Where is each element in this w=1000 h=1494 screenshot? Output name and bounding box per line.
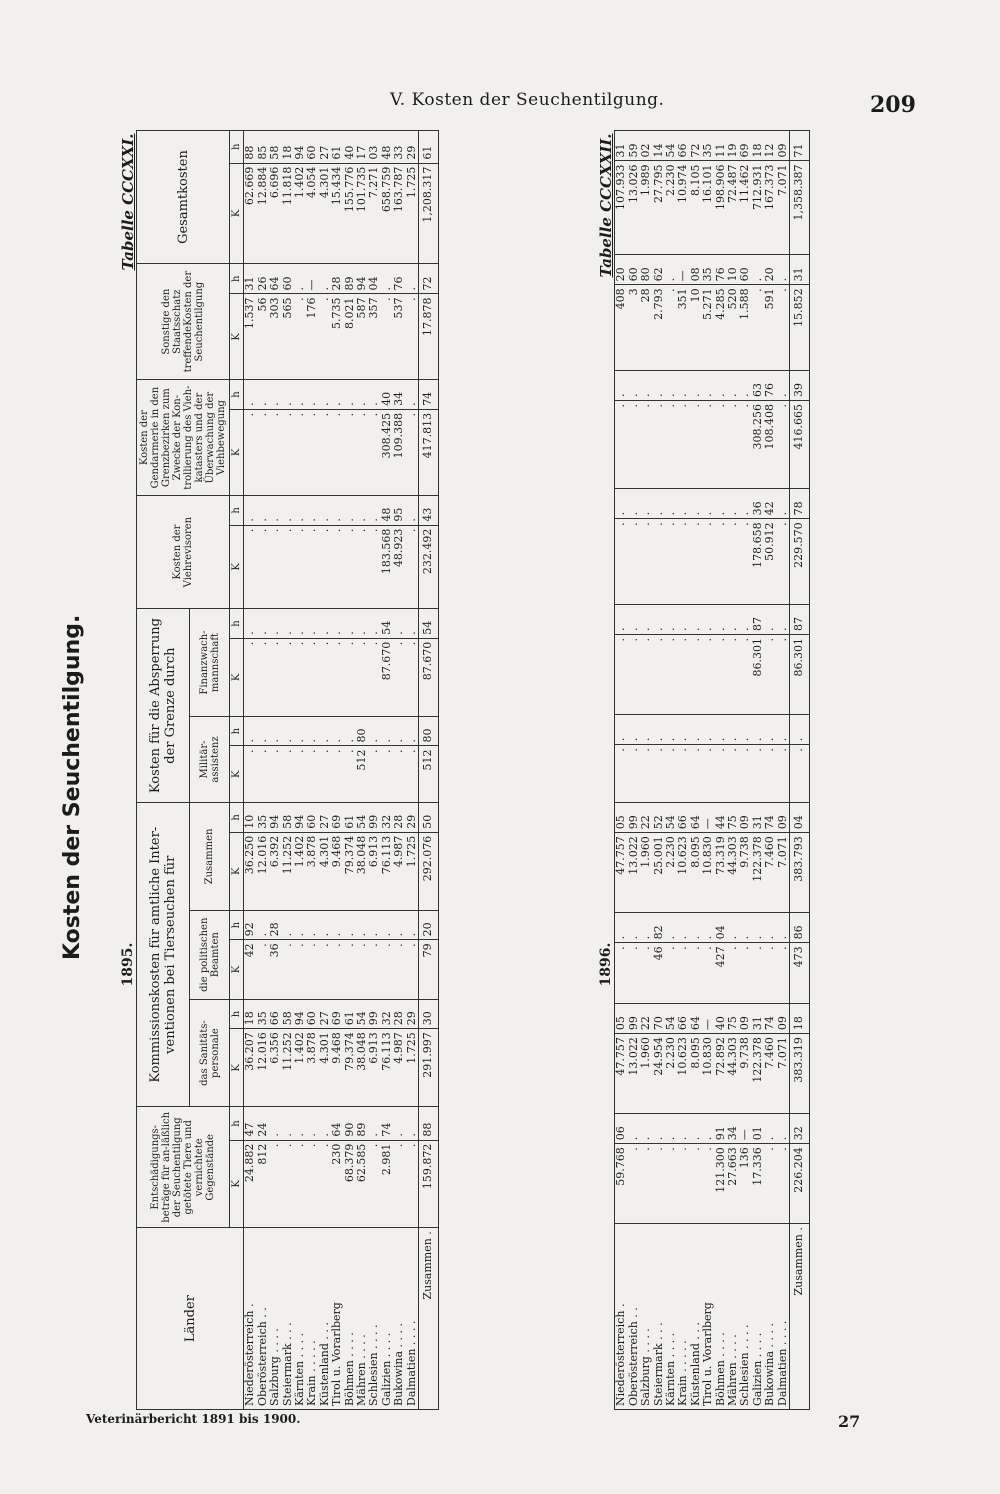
san-k: 36.207 12.016 6.356 11.252 1.402 3.878 4.301 9.468 79.374 38.048 6.913 76.113 4.987 1.725 [244,1029,419,1107]
unit-k: K [230,525,244,609]
col-gendarmerie: Kosten der Gendarmerie in den Grenzbezirken zum Zwecke der Kon-trollierung des Vieh-katasters und der Überwachung der Viehbewegung [137,380,230,496]
ent-k: 59.768 . . . . . . . 121.300 27.663 136 17.336 . . [615,1144,790,1224]
unit-k: K [230,294,244,380]
total-san-h: 18 [790,1003,809,1033]
year-row-1896 [600,131,615,1410]
gen-h: . . . . . . . . . . . 63 76 . [615,370,790,400]
col-finanz: Finanzwach-mannschaft [189,609,230,717]
gen-k: . . . . . . . . . . . 308.256 108.408 . [615,400,790,488]
total-pol-k: 473 [790,943,809,1004]
unit-h: h [230,999,244,1029]
fin-k: . . . . . . . . . . . 86.301 . . [615,634,790,714]
col-zusammen: Zusammen [189,803,230,911]
unit-h: h [230,1107,244,1140]
total-ent-k: 226.204 [790,1144,809,1224]
pol-h: 92 . 28 . . . . . . . . . . . [244,910,419,940]
col-militaer: Militär-assistenz [189,716,230,802]
san-k: 47.757 13.022 1.960 24.954 2.230 10.623 8.095 10.830 72.892 44.303 9.738 122.378 7.460 7.071 [615,1034,790,1114]
unit-k: K [230,409,244,495]
col-sanitaet: das Sanitäts-personale [189,999,230,1107]
ent-h: 47 24 . . . . . 64 90 89 . 74 . . [244,1107,419,1140]
col-absperrung: Kosten für die Absperrung der Grenze durch [137,609,190,803]
unit-h: h [230,264,244,294]
table-body-row [244,131,419,1410]
col-kommission: Kommissionskosten für amtliche Inter-ventionen bei Tierseuchen für [137,803,190,1107]
col-politische: die politischen Beamten [189,910,230,999]
gen-k: . . . . . . . . . . . 308.425 109.388 . [244,409,419,495]
zus-h: 05 99 22 52 54 66 64 — 44 75 09 31 74 09 [615,802,790,832]
unit-h: h [230,803,244,833]
pol-k: . . . 46 . . . . 427 . . . . . [615,943,790,1004]
vie-h: . . . . . . . . . . . 36 42 . [615,489,790,519]
unit-k: K [230,1029,244,1107]
total-ges-k: 1,358.387 [790,161,809,255]
vie-k: . . . . . . . . . . . 183.568 48.923 . [244,525,419,609]
total-label: Zusammen . [419,1228,438,1410]
total-ges-k: 1,208.317 [419,163,438,263]
fin-h: . . . . . . . . . . . 54 . . [244,609,419,639]
ges-h: 88 85 58 18 94 60 27 61 40 17 03 48 33 29 [244,131,419,164]
vie-k: . . . . . . . . . . . 178.658 50.912 . [615,519,790,604]
year-label: 1896. [598,942,614,987]
total-son-k: 17.878 [419,294,438,380]
table-label: Tabelle CCCXXII. [597,133,615,278]
total-san-k: 383.319 [790,1034,809,1114]
total-ges-h: 71 [790,131,809,161]
year-row-1895 [122,131,137,1410]
total-fin-k: 87.670 [419,638,438,716]
fin-k: . . . . . . . . . . . 87.670 . . [244,638,419,716]
table-1896 [597,130,810,1410]
unit-h: h [230,609,244,639]
unit-k: K [230,746,244,803]
total-row [419,131,438,1410]
unit-k: K [230,1140,244,1228]
total-fin-h: 87 [790,604,809,634]
total-son-h: 31 [790,255,809,285]
san-h: 18 35 66 58 94 60 27 69 61 54 99 32 28 29 [244,999,419,1029]
total-vie-h: 43 [419,496,438,526]
total-zus-k: 292.076 [419,832,438,910]
table-1895 [119,130,439,1410]
mil-h: . . . . . . . . . . . . . . [615,714,790,744]
total-vie-k: 232.492 [419,525,438,609]
total-pol-h: 86 [790,913,809,943]
unit-row [230,131,244,1410]
country-list: Niederösterreich . Oberösterreich . . Salzburg . . . . Steiermark . . . Kärnten . . . . Krain . . . . . Küstenland . . . Tirol u. Vorarlberg Böhmen . . . . Mähren . . . . Schlesien . . . . Galizien . . . . Bukowina . . . . Dalmatien . . . . [615,1224,790,1410]
total-fin-h: 54 [419,609,438,639]
ges-h: 31 59 02 14 54 66 72 35 11 19 69 18 12 09 [615,131,790,161]
total-ent-k: 159.872 [419,1140,438,1228]
total-mil-k: . [790,745,809,803]
page-number: 209 [870,92,916,118]
col-lander: Länder [137,1228,244,1410]
total-gen-k: 417.813 [419,409,438,495]
son-k: 1.537 56 303 565 . 176 . 5.735 8.021 587 357 . 537 . [244,294,419,380]
unit-h: h [230,716,244,746]
mil-k: . . . . . . . . . 512 . . . . [244,746,419,803]
total-fin-k: 86.301 [790,634,809,714]
san-h: 05 99 22 70 54 66 64 — 40 75 09 31 74 09 [615,1003,790,1033]
table-label: Tabelle CCCXXI. [119,133,137,271]
total-gen-k: 416.665 [790,400,809,488]
total-san-k: 291.997 [419,1029,438,1107]
total-son-k: 15.852 [790,285,809,370]
country-list: Niederösterreich . Oberösterreich . . Salzburg . . . . Steiermark . . . Kärnten . . . . Krain . . . . . Küstenland . . . Tirol u. Vorarlberg Böhmen . . . . Mähren . . . . Schlesien . . . . Galizien . . . . Bukowina . . . . Dalmatien . . . . [244,1228,419,1410]
zus-k: 36.250 12.016 6.392 11.252 1.402 3.878 4.301 9.468 79.374 38.048 6.913 76.113 4.987 1.725 [244,832,419,910]
vie-h: . . . . . . . . . . . 48 95 . [244,496,419,526]
total-mil-h: . [790,714,809,744]
unit-h: h [230,496,244,526]
total-pol-h: 20 [419,910,438,940]
col-sonstige: Sonstige den Staatsschatz treffendeKosten der Seuchentilgung [137,264,230,380]
pol-h: . . . 82 . . . . 04 . . . . . [615,913,790,943]
ent-h: 06 . . . . . . . 91 34 — 01 . . [615,1114,790,1144]
son-h: 20 60 80 62 . — 08 35 76 10 60 . 20 . [615,255,790,285]
unit-k: K [230,832,244,910]
total-mil-k: 512 [419,746,438,803]
unit-h: h [230,131,244,164]
footer-signature-number: 27 [838,1412,861,1431]
unit-h: h [230,380,244,410]
total-zus-k: 383.793 [790,833,809,913]
rotated-sheet [60,130,902,1410]
unit-k: K [230,638,244,716]
unit-k: K [230,940,244,999]
total-zus-h: 50 [419,803,438,833]
zus-k: 47.757 13.022 1.960 25.001 2.230 10.623 8.095 10.830 73.319 44.303 9.738 122.378 7.460 7.071 [615,833,790,913]
total-label: Zusammen . [790,1224,809,1410]
mil-h: . . . . . . . . . 80 . . . . [244,716,419,746]
total-gen-h: 74 [419,380,438,410]
total-mil-h: 80 [419,716,438,746]
mil-k: . . . . . . . . . . . . . . [615,745,790,803]
col-viehrevisoren: Kosten der Viehrevisoren [137,496,230,609]
unit-k: K [230,163,244,263]
ent-k: 24.882 812 . . . . . 230 68.379 62.585 . 2.981 . . [244,1140,419,1228]
ges-k: 62.669 12.884 6.696 11.818 1.402 4.054 4.301 15.434 155.776 101.735 7.271 658.759 163.787 1.725 [244,163,419,263]
total-ent-h: 32 [790,1114,809,1144]
ges-k: 107.933 13.026 1.989 27.795 2.230 10.974 8.105 16.101 198.906 72.487 11.462 712.931 167.373 7.071 [615,161,790,255]
total-pol-k: 79 [419,940,438,999]
total-ges-h: 61 [419,131,438,164]
son-k: 408 3 28 2.793 . 351 10 5.271 4.285 520 1.588 . 591 . [615,285,790,370]
total-ent-h: 88 [419,1107,438,1140]
total-zus-h: 04 [790,802,809,832]
year-label: 1895. [120,942,136,987]
total-san-h: 30 [419,999,438,1029]
total-vie-k: 229.570 [790,519,809,604]
total-row [790,131,809,1410]
son-h: 31 26 64 60 . — . 28 89 94 04 . 76 . [244,264,419,294]
pol-k: 42 . 36 . . . . . . . . . . . [244,940,419,999]
running-header: V. Kosten der Seuchentilgung. [390,90,665,110]
total-gen-h: 39 [790,370,809,400]
col-gesamt: Gesamtkosten [137,131,230,264]
table-body-row [615,131,790,1410]
main-title: Kosten der Seuchentilgung. [60,614,85,960]
zus-h: 10 35 94 58 94 60 27 69 61 54 99 32 28 29 [244,803,419,833]
total-vie-h: 78 [790,489,809,519]
total-son-h: 72 [419,264,438,294]
footer-source: Veterinärbericht 1891 bis 1900. [86,1412,301,1426]
unit-h: h [230,910,244,940]
col-entschaedigung: Entschädigungs-beträge für an-läßlich der Seuchentilgung getötete Tiere und vernichtete Gegenstände [137,1107,230,1228]
gen-h: . . . . . . . . . . . 40 34 . [244,380,419,410]
fin-h: . . . . . . . . . . . 87 . . [615,604,790,634]
